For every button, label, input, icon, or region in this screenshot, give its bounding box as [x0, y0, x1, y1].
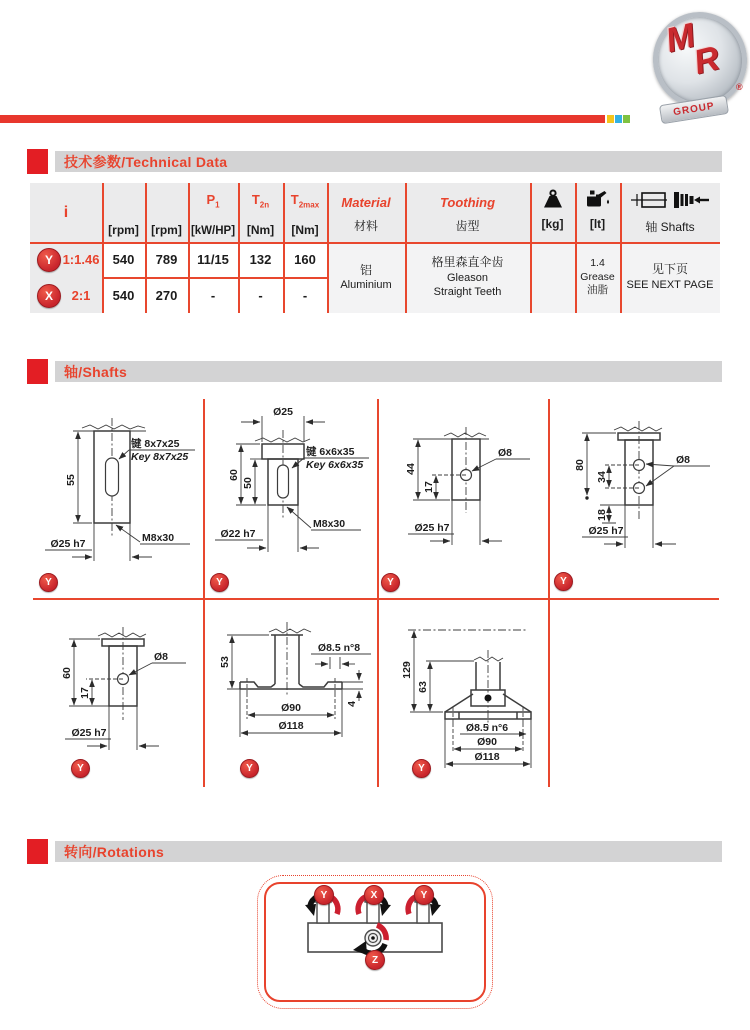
cell-rpm-in-x: 540 — [112, 287, 135, 303]
shaft-drawing-7 — [390, 600, 546, 785]
bolt-hole-label: Ø8.5 n°8 — [317, 642, 361, 654]
section-title-shafts: 轴/Shafts — [55, 361, 722, 382]
shaft-icon — [631, 188, 709, 212]
dim-label: 34 — [596, 471, 608, 483]
section-title-technical: 技术参数/Technical Data — [55, 151, 722, 172]
shaft-drawing-6 — [207, 600, 375, 782]
hole-label: Ø8 — [154, 651, 169, 663]
cell-p1-x: - — [210, 287, 216, 303]
dia-label: Ø25 h7 — [71, 727, 107, 739]
dim-label: 129 — [401, 661, 413, 679]
cell-rpm-out-y: 789 — [155, 252, 178, 267]
dim-label: 17 — [423, 481, 435, 493]
key-label-cn: 键 6x6x35 — [306, 446, 355, 458]
rotation-badge-z: Z — [365, 950, 385, 970]
mr-group-logo — [648, 8, 748, 126]
shaft-drawing-2 — [205, 398, 375, 580]
section-square-technical — [27, 149, 48, 174]
dia-label: Ø25 h7 — [588, 525, 624, 537]
col-header-p1: $P_1$ [kW/HP] — [190, 192, 236, 237]
cell-t2n-x: - — [258, 287, 263, 303]
col-header-lt: [lt] — [575, 183, 620, 242]
dia-label: Ø90 — [477, 736, 497, 748]
cell-t2max-y: 160 — [294, 252, 316, 267]
shaft-drawing-1 — [32, 398, 202, 573]
dia-label: Ø90 — [281, 702, 301, 714]
thread-label: M8x30 — [142, 532, 175, 544]
shaft-badge-y: Y — [240, 759, 259, 778]
oil-can-icon — [584, 189, 611, 210]
row-x-label — [30, 277, 102, 313]
dim-label: 17 — [79, 687, 91, 699]
weight-icon — [541, 189, 565, 210]
col-header-kg: [kg] — [530, 183, 575, 242]
hole-label: Ø8 — [676, 454, 691, 466]
dia-label: Ø118 — [474, 751, 500, 763]
col-header-t2max: $T_{2max}$ [Nm] — [290, 192, 320, 237]
technical-data-table — [30, 183, 720, 313]
logo-letter-m: M — [661, 16, 699, 60]
row-y-label — [30, 242, 102, 277]
accent-square-blue — [615, 115, 622, 123]
cell-kg — [530, 242, 575, 313]
grid-divider — [548, 399, 550, 787]
dim-label: 4 — [346, 701, 358, 707]
key-label-cn: 键 8x7x25 — [131, 438, 180, 450]
col-header-material: Material 材料 — [341, 195, 391, 233]
section-square-rotations — [27, 839, 48, 864]
shaft-badge-y: Y — [412, 759, 431, 778]
dim-label: 53 — [219, 656, 231, 668]
dim-label: 80 — [574, 459, 586, 471]
thread-label: M8x30 — [313, 518, 346, 530]
rotation-badge-x: X — [364, 885, 384, 905]
shaft-badge-y: Y — [554, 572, 573, 591]
dim-label: 55 — [65, 474, 77, 486]
col-header-shafts: 轴 Shafts — [620, 183, 720, 242]
accent-square-green — [623, 115, 630, 123]
logo-letter-r: R — [690, 39, 724, 82]
top-red-rule — [0, 115, 605, 123]
shaft-badge-y: Y — [39, 573, 58, 592]
shaft-drawing-5 — [32, 600, 202, 782]
key-label-en: Key 6x6x35 — [306, 459, 364, 471]
col-header-rpm-in: [rpm] — [108, 223, 139, 237]
accent-square-yellow — [607, 115, 614, 123]
badge-x: X — [37, 284, 61, 308]
registered-mark: ® — [736, 82, 743, 92]
cell-t2n-y: 132 — [249, 252, 272, 267]
dim-label: 60 — [228, 469, 240, 481]
shaft-badge-y: Y — [71, 759, 90, 778]
section-title-rotations: 转向/Rotations — [55, 841, 722, 862]
col-header-toothing: Toothing 齿型 — [439, 195, 496, 233]
ratio-x: 2:1 — [71, 288, 91, 303]
badge-y: Y — [37, 248, 61, 272]
col-header-rpm-out: [rpm] — [151, 223, 182, 237]
cell-t2max-x: - — [302, 287, 308, 303]
cell-toothing: 格里森直伞齿 Gleason Straight Teeth — [431, 255, 504, 299]
col-header-i: i — [63, 203, 69, 221]
ratio-y: 1:1.46 — [62, 252, 100, 267]
dia-label: Ø25 — [273, 406, 293, 418]
dia-label: Ø25 h7 — [414, 522, 450, 534]
bolt-hole-label: Ø8.5 n°6 — [465, 722, 509, 734]
dia-label: Ø118 — [278, 720, 304, 732]
shaft-badge-y: Y — [210, 573, 229, 592]
col-header-t2n: $T_{2n}$ [Nm] — [246, 192, 275, 237]
cell-shafts-ref: 见下页 SEE NEXT PAGE — [626, 262, 714, 292]
dim-label: 50 — [242, 477, 254, 489]
key-label-en: Key 8x7x25 — [131, 451, 189, 463]
rotation-badge-y-right: Y — [414, 885, 434, 905]
dia-label: Ø25 h7 — [50, 538, 86, 550]
cell-p1-y: 11/15 — [197, 252, 229, 267]
dim-label: 60 — [61, 667, 73, 679]
logo-group-banner: GROUP — [659, 95, 729, 124]
dim-label: 18 — [596, 509, 608, 521]
cell-rpm-out-x: 270 — [155, 287, 178, 303]
shaft-badge-y: Y — [381, 573, 400, 592]
dim-label: 63 — [417, 681, 429, 693]
shaft-drawing-4 — [552, 397, 720, 579]
cell-rpm-in-y: 540 — [112, 252, 135, 267]
rotation-badge-y-left: Y — [314, 885, 334, 905]
dia-label: Ø22 h7 — [220, 528, 256, 540]
hole-label: Ø8 — [498, 447, 513, 459]
grid-divider — [377, 399, 379, 787]
cell-lt: 1.4 Grease 油脂 — [580, 257, 615, 297]
section-square-shafts — [27, 359, 48, 384]
dim-label: 44 — [405, 463, 417, 475]
cell-material: 铝 Aluminium — [340, 262, 392, 292]
shaft-drawing-3 — [380, 397, 546, 579]
